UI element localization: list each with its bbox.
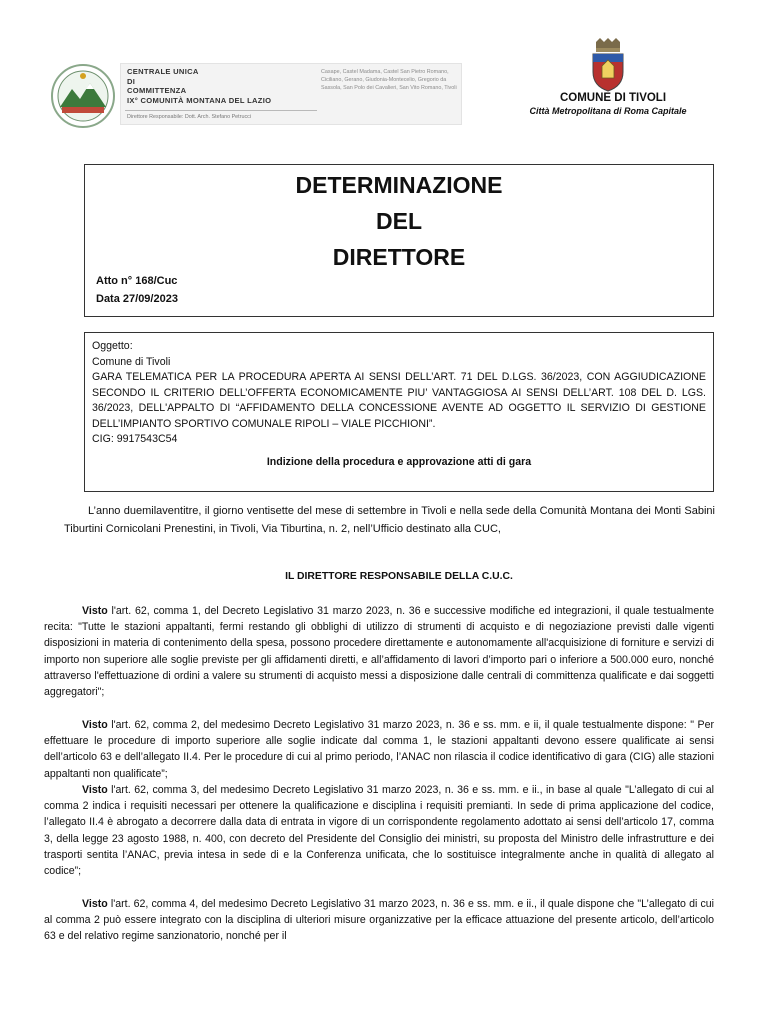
oggetto-text: GARA TELEMATICA PER LA PROCEDURA APERTA AI SENSI DELL’ART. 71 DEL D.LGS. 36/2023, CON AGGIUDICAZIONE SECONDO IL CRITERIO DELL’OFFERTA ECONOMICAMENTE PIU’ VANTAGGIOSA AI SENSI DELL’ART. 108 DEL D. LGS. 36/2023, DELL'APPALTO DI “AFFIDAMENTO DELLA CONCESSIONE AVENTE AD OGGETTO IL SERVIZIO DI GESTIONE DELL’IMPIANTO SPORTIVO COMUNALE RIPOLI – VIALE PICCHIONI”.	[92, 371, 706, 430]
intro-paragraph: L’anno duemilaventitre, il giorno ventisette del mese di settembre in Tivoli e nella sede della Comunità Montana dei Monti Sabini Tiburtini Cornicolani Prenestini, in Tivoli, Via Tiburtina, n. 2, nell’Ufficio destinato alla CUC,	[64, 505, 715, 535]
tivoli-coat-of-arms-icon	[588, 38, 628, 92]
comune-subtitle: Città Metropolitana di Roma Capitale	[529, 106, 687, 116]
cuc-name	[127, 67, 307, 105]
cuc-member-towns: Casape, Castel Madama, Castel San Pietro Romano, Ciciliano, Gerano, Giudonia-Montecelio, Gregorio da Sassola, San Polo dei Cavalieri, San Vito Romano, Tivoli	[321, 69, 457, 92]
atto-number: Atto n° 168/Cuc	[96, 275, 178, 287]
oggetto-cig: CIG: 9917543C54	[92, 433, 178, 445]
paragraph-text: l'art. 62, comma 2, del medesimo Decreto Legislativo 31 marzo 2023, n. 36 e ss. mm. e ii, il quale testualmente dispone: " Per effettuare le procedure di importo superiore alle soglie indicate dal comma 1, le stazioni appaltanti devono essere qualificate ai sensi dell’articolo 63 e dell’allegato II.4. Per le procedure di cui al primo periodo, l’ANAC non rilascia il codice identificativo di gara (CIG) alle stazioni appaltanti non qualificate”;	[44, 719, 714, 780]
oggetto-box	[84, 332, 714, 492]
visto-paragraph	[44, 782, 714, 879]
paragraph-lead: Visto	[82, 605, 108, 617]
cuc-name-line: CENTRALE UNICA	[127, 67, 199, 76]
document-date: Data 27/09/2023	[96, 293, 178, 305]
oggetto-comune: Comune di Tivoli	[92, 355, 171, 368]
cuc-divider	[125, 110, 317, 111]
paragraph-lead: Visto	[82, 898, 108, 910]
oggetto-subtitle: Indizione della procedura e approvazione atti di gara	[266, 455, 532, 468]
oggetto-label: Oggetto:	[92, 340, 133, 352]
document-title-line-3: DIRETTORE	[332, 244, 466, 270]
comune-name: COMUNE DI TIVOLI	[559, 92, 667, 104]
visto-paragraph	[44, 603, 714, 700]
cuc-name-line: DI	[127, 76, 136, 86]
cuc-header-banner	[120, 63, 462, 125]
cuc-name-line: COMMITTENZA	[127, 86, 187, 96]
paragraph-text: l'art. 62, comma 1, del Decreto Legislativo 31 marzo 2023, n. 36 e successive modifiche ed integrazioni, il quale testualmente recita: "Tutte le stazioni appaltanti, fermi restando gli obblighi di utilizzo di strumenti di acquisto e di negoziazione previsti dalle vigenti disposizioni in materia di contenimento della spesa, possono procedere direttamente e autonomamente all'acquisizione di forniture e servizi di importo non superiore alle soglie previste per gli affidamenti diretti, e all’affidamento di lavori d’importo pari o inferiore a 500.000 euro, nonché attraverso l'effettuazione di ordini a valere su strumenti di acquisto messi a disposizione dalle centrali di committenza qualificate e dai soggetti aggregatori";	[44, 605, 714, 699]
document-title-line-1: DETERMINAZIONE	[295, 172, 503, 198]
paragraph-text: l'art. 62, comma 4, del medesimo Decreto Legislativo 31 marzo 2023, n. 36 e ss. mm. e ii., il quale dispone che "L’allegato di cui al comma 2 può essere integrato con la disciplina di ulteriori misure organizzative per la efficace attuazione del presente articolo, dell’articolo 63 e del relativo regime sanzionatorio, nonché per il	[44, 898, 714, 943]
cuc-director: Direttore Responsabile: Dott. Arch. Stefano Petrucci	[127, 114, 252, 120]
paragraph-text: l'art. 62, comma 3, del medesimo Decreto Legislativo 31 marzo 2023, n. 36 e ss. mm. e ii., in base al quale "L’allegato di cui al comma 2 indica i requisiti necessari per ottenere la qualificazione e disciplina i requisiti premianti. In sede di prima applicazione del codice, l’allegato II.4 è abrogato a decorrere dalla data di entrata in vigore di un corrispondente regolamento adottato ai sensi dell’articolo 17, comma 3, della legge 23 agosto 1988, n. 400, con decreto del Presidente del Consiglio dei ministri, su proposta del Ministro delle infrastrutture e dei trasporti sentita l’ANAC, previa intesa in sede di e la Conferenza unificata, che lo sostituisce integralmente anche in qualità di allegato al codice”;	[44, 784, 714, 878]
section-heading: IL DIRETTORE RESPONSABILE DELLA C.U.C.	[285, 571, 513, 582]
visto-paragraph	[44, 896, 714, 945]
paragraph-lead: Visto	[82, 719, 108, 731]
cuc-name-line: IX° COMUNITÀ MONTANA DEL LAZIO	[127, 95, 272, 105]
comunita-montana-seal-icon	[50, 63, 116, 129]
document-title-line-2: DEL	[376, 208, 422, 234]
visto-paragraph	[44, 717, 714, 782]
title-box	[84, 164, 714, 317]
paragraph-lead: Visto	[82, 784, 108, 796]
